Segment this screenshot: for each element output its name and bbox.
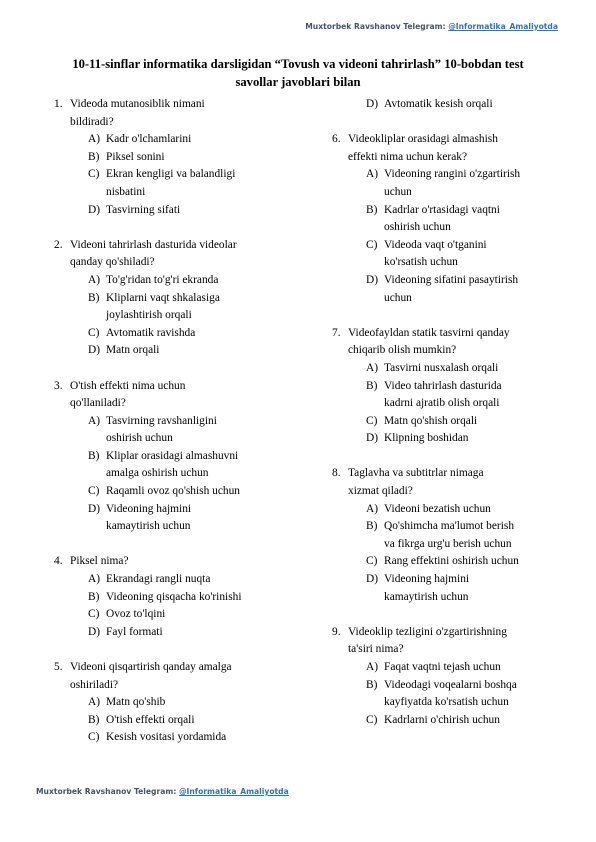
question-text-line (332, 641, 572, 659)
header-telegram-link[interactable]: @Informatika_Amaliyotda (448, 22, 558, 31)
answer-option (54, 166, 304, 184)
option-text: Videoning hajmini (384, 573, 470, 586)
answer-option (54, 729, 304, 747)
question-text: O'tish effekti nima uchun (70, 379, 186, 392)
option-text: Faqat vaqtni tejash uchun (384, 661, 501, 673)
option-text: Kadrlar o'rtasidagi vaqtni (384, 203, 500, 216)
question-text: Videoklip tezligini o'zgartirishning (348, 625, 507, 638)
option-text: Matn qo'shib (106, 696, 166, 709)
answer-option (332, 677, 572, 695)
option-letter: B) (88, 713, 100, 726)
question-item (332, 325, 572, 448)
answer-option (332, 237, 572, 255)
question-text-line (332, 149, 572, 167)
option-letter: D) (88, 344, 101, 357)
question-text: qo'llaniladi? (70, 397, 126, 410)
option-letter: B) (366, 678, 378, 691)
answer-option (332, 96, 572, 114)
option-text: Kadrlarni o'chirish uchun (384, 713, 500, 726)
question-text: qanday qo'shiladi? (70, 256, 155, 269)
question-number (54, 395, 70, 413)
answer-option (332, 378, 572, 396)
question-number: 5. (54, 661, 63, 673)
question-text-line (332, 624, 572, 642)
option-text-continuation: uchun (384, 291, 412, 304)
option-text-continuation: uchun (384, 185, 412, 198)
question-number: 9. (332, 625, 341, 638)
option-text: Raqamli ovoz qo'shish uchun (106, 485, 240, 498)
option-letter: D) (366, 273, 379, 286)
option-letter: A) (88, 273, 101, 286)
option-letter: B) (366, 520, 378, 533)
option-letter: D) (366, 432, 379, 445)
option-letter: C) (366, 555, 378, 568)
question-number: 8. (332, 467, 341, 480)
option-letter: A) (88, 573, 101, 586)
option-text: Piksel sonini (106, 150, 165, 163)
question-text: Piksel nima? (70, 555, 129, 568)
option-text: Video tahrirlash dasturida (384, 379, 502, 392)
document-title (30, 55, 566, 91)
option-letter: B) (366, 203, 378, 216)
option-letter: D) (88, 502, 101, 515)
option-letter: A) (88, 133, 101, 146)
answer-option (54, 571, 304, 589)
answer-option (332, 712, 572, 730)
question-text-line (332, 325, 572, 343)
question-number: 7. (332, 326, 341, 339)
answer-option (332, 166, 572, 184)
question-text-line (332, 342, 572, 360)
option-letter: C) (88, 608, 100, 621)
page-header (305, 22, 558, 31)
option-text: Kliplarni vaqt shkalasiga (106, 291, 220, 304)
answer-option (332, 571, 572, 589)
option-text: Videoda vaqt o'tganini (384, 238, 487, 251)
option-text: Ekran kengligi va balandligi (106, 168, 236, 181)
title-line-2: savollar javoblari bilan (235, 75, 361, 89)
option-text-continuation: amalga oshirish uchun (106, 467, 209, 480)
question-item (332, 624, 572, 730)
question-item (54, 237, 304, 360)
option-text: Videoning rangini o'zgartirish (384, 168, 521, 181)
question-text: oshiriladi? (70, 678, 119, 691)
footer-author: Muxtorbek Ravshanov (36, 787, 132, 796)
answer-option (54, 589, 304, 607)
question-text-line (332, 131, 572, 149)
option-letter: B) (88, 449, 100, 462)
option-text-continuation: kayfiyatda ko'rsatish uchun (384, 696, 509, 709)
question-number (332, 342, 348, 360)
question-number (54, 254, 70, 272)
question-item (54, 378, 304, 536)
option-letter: A) (366, 502, 379, 515)
option-text: Kesish vositasi yordamida (106, 731, 227, 744)
option-letter: D) (88, 625, 101, 638)
option-text: Rang effektini oshirish uchun (384, 555, 519, 568)
option-text: Avtomatik kesish orqali (384, 98, 493, 110)
question-item (332, 96, 572, 114)
option-text: Fayl formati (106, 625, 163, 638)
option-text: Tasvirning ravshanligini (106, 414, 217, 427)
question-text: Videofayldan statik tasvirni qanday (348, 326, 510, 339)
option-letter: A) (366, 168, 379, 181)
option-text-continuation: joylashtirish orqali (106, 309, 192, 322)
question-text-line (54, 553, 304, 571)
footer-telegram-link[interactable]: @Informatika_Amaliyotda (178, 787, 289, 796)
option-letter: B) (366, 379, 378, 392)
question-number (332, 149, 348, 167)
question-text: Videokliplar orasidagi almashish (348, 133, 498, 146)
question-text: Taglavha va subtitrlar nimaga (348, 467, 484, 480)
option-letter: C) (366, 414, 378, 427)
option-text: O'tish effekti orqali (106, 713, 195, 726)
question-text-line (54, 237, 304, 255)
question-text-line (332, 465, 572, 483)
option-letter: C) (88, 326, 100, 339)
answer-option (54, 694, 304, 712)
option-letter: C) (366, 238, 378, 251)
option-text-continuation: kadrni ajratib olish orqali (384, 397, 500, 410)
question-item (332, 131, 572, 307)
answer-option (54, 290, 304, 308)
footer-telegram-label: Telegram: (133, 787, 177, 796)
answer-option (54, 624, 304, 642)
option-text-continuation: oshirish uchun (106, 432, 173, 445)
question-text-line (332, 483, 572, 501)
answer-option (54, 483, 304, 501)
answer-option (332, 518, 572, 536)
option-text: Avtomatik ravishda (106, 326, 196, 339)
question-text-line (54, 395, 304, 413)
answer-option (332, 501, 572, 519)
option-letter: A) (366, 361, 379, 374)
option-letter: D) (366, 98, 379, 110)
question-text-line (54, 254, 304, 272)
question-text: chiqarib olish mumkin? (348, 344, 457, 357)
answer-option (54, 325, 304, 343)
answer-option (54, 606, 304, 624)
title-line-1: 10-11-sinflar informatika darsligidan “Tovush va videoni tahrirlash” 10-bobdan test (72, 57, 524, 71)
option-text: Qo'shimcha ma'lumot berish (384, 520, 515, 533)
option-text-continuation: oshirish uchun (384, 221, 451, 234)
option-text: Kliplar orasidagi almashuvni (106, 449, 239, 462)
option-text-continuation: ko'rsatish uchun (384, 256, 458, 269)
question-number: 6. (332, 133, 341, 146)
option-text: Ovoz to'lqini (106, 608, 166, 621)
option-text-continuation: kamaytirish uchun (384, 590, 469, 603)
option-text: Matn qo'shish orqali (384, 414, 478, 427)
question-item (54, 553, 304, 641)
option-letter: C) (88, 168, 100, 181)
option-letter: C) (88, 731, 100, 744)
question-text: bildiradi? (70, 115, 114, 128)
option-letter: D) (88, 203, 101, 216)
answer-option (54, 202, 304, 220)
question-text: effekti nima uchun kerak? (348, 150, 468, 163)
option-text: To'g'ridan to'g'ri ekranda (106, 273, 219, 286)
header-telegram-label: Telegram: (403, 22, 446, 31)
question-number (54, 677, 70, 695)
question-text-line (54, 378, 304, 396)
option-letter: C) (88, 485, 100, 498)
answer-option (332, 360, 572, 378)
option-letter: A) (88, 696, 101, 709)
answer-option (54, 272, 304, 290)
option-text: Kadr o'lchamlarini (106, 133, 192, 146)
question-text-line (54, 114, 304, 132)
option-letter: B) (88, 590, 100, 603)
question-number: 2. (54, 238, 63, 251)
question-number: 1. (54, 98, 63, 110)
header-author: Muxtorbek Ravshanov (305, 22, 401, 31)
option-text: Videodagi voqealarni boshqa (384, 678, 517, 691)
option-text: Matn orqali (106, 344, 160, 357)
option-text: Videoning qisqacha ko'rinishi (106, 590, 242, 603)
answer-option (54, 131, 304, 149)
question-text-line (54, 96, 304, 114)
question-number (332, 641, 348, 659)
option-text: Ekrandagi rangli nuqta (106, 573, 211, 586)
option-text: Videoni bezatish uchun (384, 502, 491, 515)
option-text-continuation: va fikrga urg'u berish uchun (384, 537, 512, 550)
question-text-line (54, 659, 304, 677)
option-text-continuation: kamaytirish uchun (106, 520, 191, 533)
answer-option (332, 430, 572, 448)
option-text: Klipning boshidan (384, 432, 469, 445)
question-text: Videoni qisqartirish qanday amalga (70, 661, 232, 673)
question-number: 3. (54, 379, 63, 392)
question-text: Videoni tahrirlash dasturida videolar (70, 238, 237, 251)
option-text: Tasvirning sifati (106, 203, 181, 216)
answer-option (54, 149, 304, 167)
question-number: 4. (54, 555, 63, 568)
option-letter: A) (88, 414, 101, 427)
question-text: ta'siri nima? (348, 643, 404, 656)
question-item (54, 96, 304, 219)
question-item (54, 659, 304, 747)
question-number (54, 114, 70, 132)
option-text: Tasvirni nusxalash orqali (384, 361, 499, 374)
answer-option (332, 272, 572, 290)
left-column (54, 96, 304, 765)
right-column (332, 96, 572, 747)
question-text: Videoda mutanosiblik nimani (70, 98, 205, 110)
option-text: Videoning sifatini pasaytirish (384, 273, 519, 286)
question-number (332, 483, 348, 501)
answer-option (332, 553, 572, 571)
option-text: Videoning hajmini (106, 502, 192, 515)
option-letter: B) (88, 150, 100, 163)
answer-option (332, 659, 572, 677)
question-item (332, 465, 572, 606)
answer-option (54, 342, 304, 360)
answer-option (54, 712, 304, 730)
question-text-line (54, 677, 304, 695)
option-letter: D) (366, 573, 379, 586)
question-text: xizmat qiladi? (348, 485, 413, 498)
answer-option (332, 202, 572, 220)
answer-option (54, 413, 304, 431)
answer-option (54, 448, 304, 466)
option-text-continuation: nisbatini (106, 185, 146, 198)
answer-option (54, 501, 304, 519)
option-letter: C) (366, 713, 378, 726)
answer-option (332, 413, 572, 431)
page-footer (36, 787, 289, 796)
option-letter: B) (88, 291, 100, 304)
option-letter: A) (366, 661, 379, 673)
